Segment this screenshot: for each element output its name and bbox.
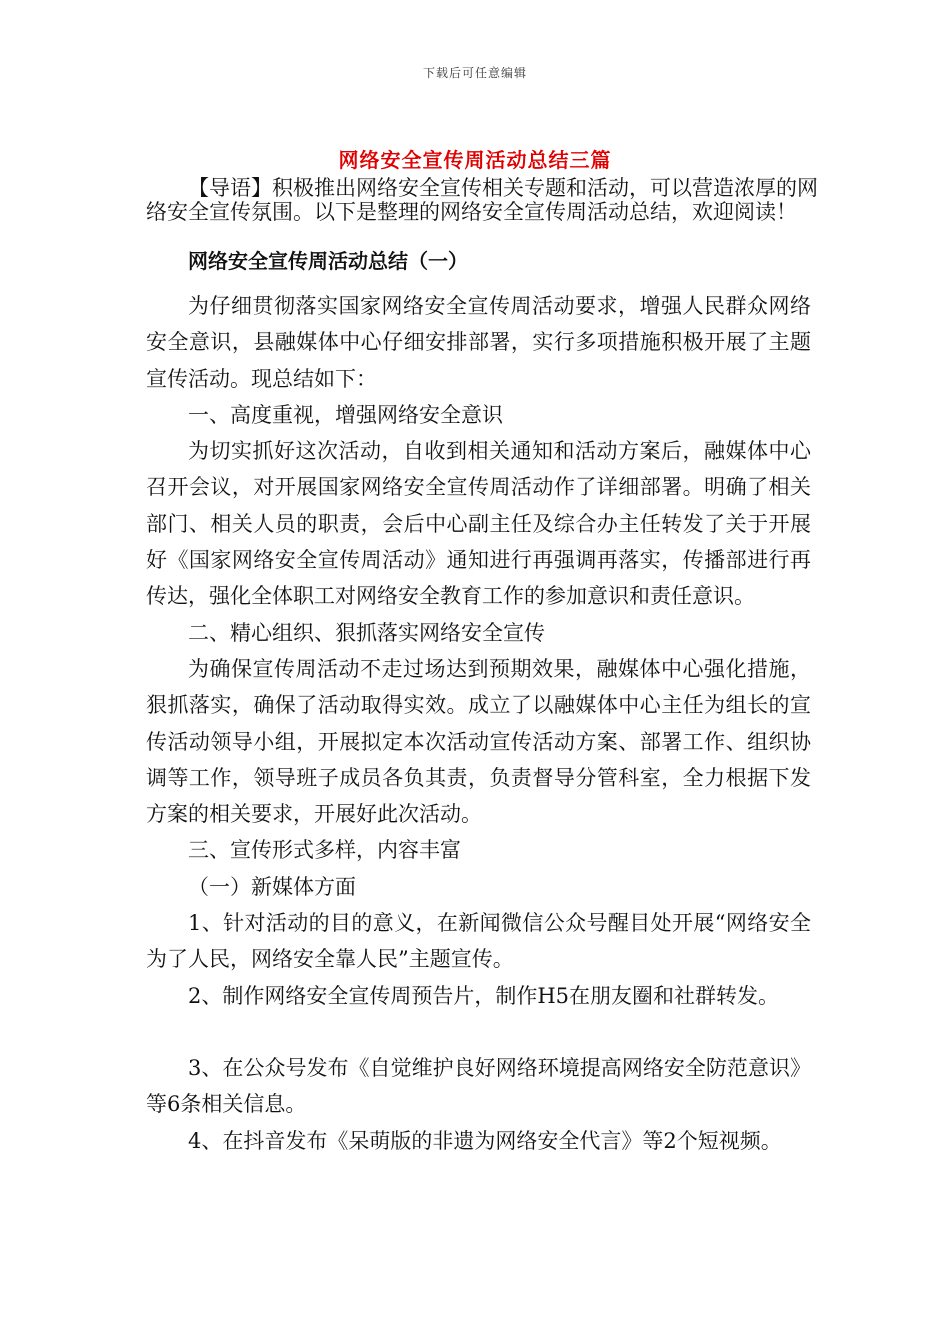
paragraph-part-one: 为切实抓好这次活动，自收到相关通知和活动方案后，融媒体中心召开会议，对开展国家网络安全宣传周活动作了详细部署。明确了相关部门、相关人员的职责，会后中心副主任及综合办主任转发了关于开展好《国家网络安全宣传周活动》通知进行再强调再落实，传播部进行再传达，强化全体职工对网络安全教育工作的参加意识和责任意识。 bbox=[146, 439, 811, 609]
intro-paragraph: 【导语】积极推出网络安全宣传相关专题和活动，可以营造浓厚的网络安全宣传氛围。以下是整理的网络安全宣传周活动总结，欢迎阅读！ bbox=[146, 176, 818, 224]
list-item-4: 4、在抖音发布《呆萌版的非遗为网络安全代言》等2个短视频。 bbox=[188, 1128, 782, 1153]
heading-part-two: 二、精心组织、狠抓落实网络安全宣传 bbox=[188, 620, 545, 645]
list-item-2: 2、制作网络安全宣传周预告片，制作H5在朋友圈和社群转发。 bbox=[188, 983, 780, 1008]
intro-block bbox=[146, 176, 826, 224]
list-item-1: 1、针对活动的目的意义，在新闻微信公众号醒目处开展“网络安全为了人民，网络安全靠人民”主题宣传。 bbox=[146, 911, 811, 972]
paragraph-part-two: 为确保宣传周活动不走过场达到预期效果，融媒体中心强化措施，狠抓落实，确保了活动取得实效。成立了以融媒体中心主任为组长的宣传活动领导小组，开展拟定本次活动宣传活动方案、部署工作、组织协调等工作，领导班子成员各负其责，负责督导分管科室，全力根据下发方案的相关要求，开展好此次活动。 bbox=[146, 656, 811, 827]
subheading-new-media: （一）新媒体方面 bbox=[188, 874, 356, 899]
header-note: 下载后可任意编辑 bbox=[422, 66, 527, 80]
paragraph-overview: 为仔细贯彻落实国家网络安全宣传周活动要求，增强人民群众网络安全意识，县融媒体中心仔细安排部署，实行多项措施积极开展了主题宣传活动。现总结如下： bbox=[146, 294, 811, 391]
heading-part-one: 一、高度重视，增强网络安全意识 bbox=[188, 402, 503, 427]
document-title: 网络安全宣传周活动总结三篇 bbox=[338, 148, 612, 172]
list-item-3: 3、在公众号发布《自觉维护良好网络环境提高网络安全防范意识》等6条相关信息。 bbox=[146, 1055, 811, 1117]
heading-part-three: 三、宣传形式多样，内容丰富 bbox=[188, 838, 461, 863]
body-text bbox=[146, 288, 811, 1159]
section-heading: 网络安全宣传周活动总结（一） bbox=[188, 249, 468, 273]
